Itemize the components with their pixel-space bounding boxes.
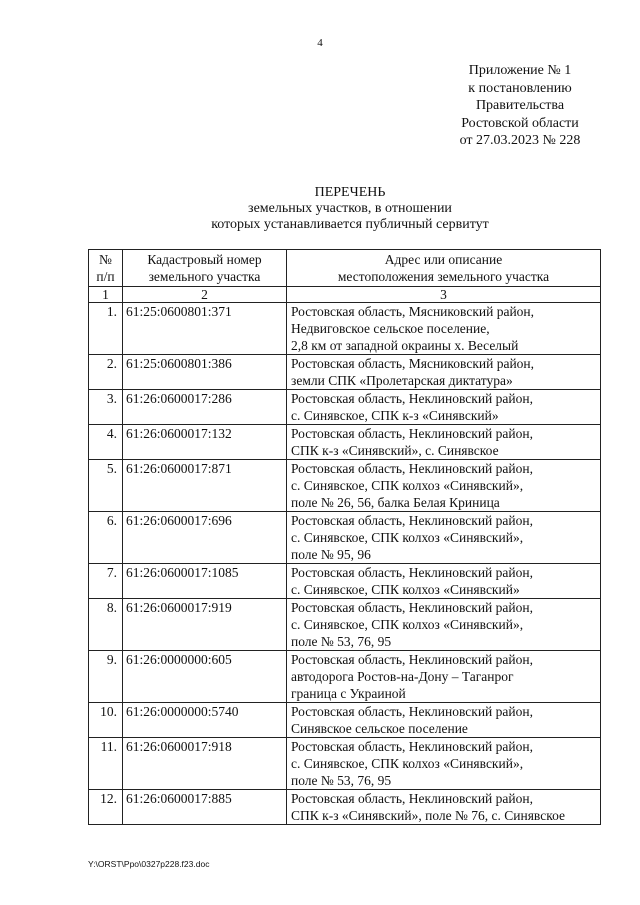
appendix-line: Приложение № 1 xyxy=(468,63,572,78)
table-row xyxy=(89,355,601,390)
column-index: 2 xyxy=(123,287,287,303)
address-line: Недвиговское сельское поселение, xyxy=(291,321,490,336)
table-row xyxy=(89,651,601,703)
title-line: земельных участков, в отношении xyxy=(248,201,452,216)
title-line: ПЕРЕЧЕНЬ xyxy=(314,185,386,200)
cadastral-number: 61:26:0000000:605 xyxy=(123,651,287,703)
address-line: Синявское сельское поселение xyxy=(291,721,468,736)
cadastral-number: 61:26:0600017:1085 xyxy=(123,564,287,599)
plot-address xyxy=(287,512,601,564)
row-number: 1. xyxy=(89,303,123,355)
plot-address xyxy=(287,460,601,512)
row-number: 4. xyxy=(89,425,123,460)
address-line: граница с Украиной xyxy=(291,686,406,701)
cadastral-number: 61:26:0600017:132 xyxy=(123,425,287,460)
row-number: 10. xyxy=(89,703,123,738)
table-row xyxy=(89,790,601,825)
address-line: земли СПК «Пролетарская диктатура» xyxy=(291,373,513,388)
cadastral-number: 61:25:0600801:371 xyxy=(123,303,287,355)
appendix-line: от 27.03.2023 № 228 xyxy=(459,133,581,148)
address-line: Ростовская область, Неклиновский район, xyxy=(291,426,533,441)
appendix-block xyxy=(420,62,620,150)
row-number: 12. xyxy=(89,790,123,825)
plot-address xyxy=(287,738,601,790)
column-index: 3 xyxy=(287,287,601,303)
table-row xyxy=(89,425,601,460)
cadastral-number: 61:26:0600017:696 xyxy=(123,512,287,564)
column-index-row xyxy=(89,287,601,303)
address-line: Ростовская область, Неклиновский район, xyxy=(291,652,533,667)
plot-address xyxy=(287,390,601,425)
row-number: 3. xyxy=(89,390,123,425)
row-number: 2. xyxy=(89,355,123,390)
address-line: поле № 95, 96 xyxy=(291,547,371,562)
cadastral-number: 61:26:0600017:286 xyxy=(123,390,287,425)
address-line: Ростовская область, Мясниковский район, xyxy=(291,356,535,371)
address-line: Ростовская область, Неклиновский район, xyxy=(291,391,533,406)
plot-address xyxy=(287,790,601,825)
page-number: 4 xyxy=(317,37,323,49)
plot-address xyxy=(287,651,601,703)
address-line: Ростовская область, Мясниковский район, xyxy=(291,304,535,319)
plot-address xyxy=(287,703,601,738)
address-line: СПК к-з «Синявский», с. Синявское xyxy=(291,443,499,458)
cadastral-number: 61:26:0600017:918 xyxy=(123,738,287,790)
table-row xyxy=(89,564,601,599)
address-line: Ростовская область, Неклиновский район, xyxy=(291,513,533,528)
table-row xyxy=(89,738,601,790)
address-line: Ростовская область, Неклиновский район, xyxy=(291,461,533,476)
address-line: Ростовская область, Неклиновский район, xyxy=(291,791,533,806)
address-line: Ростовская область, Неклиновский район, xyxy=(291,704,533,719)
column-index: 1 xyxy=(89,287,123,303)
address-line: поле № 53, 76, 95 xyxy=(291,773,392,788)
address-line: СПК к-з «Синявский», поле № 76, с. Синявское xyxy=(291,808,565,823)
header-address: Адрес или описание местоположения земельного участка xyxy=(287,250,601,287)
cadastral-number: 61:26:0600017:919 xyxy=(123,599,287,651)
cadastral-number: 61:26:0600017:871 xyxy=(123,460,287,512)
address-line: поле № 53, 76, 95 xyxy=(291,634,392,649)
row-number: 5. xyxy=(89,460,123,512)
table-row xyxy=(89,460,601,512)
plot-address xyxy=(287,599,601,651)
address-line: 2,8 км от западной окраины х. Веселый xyxy=(291,338,519,353)
address-line: Ростовская область, Неклиновский район, xyxy=(291,565,533,580)
address-line: с. Синявское, СПК колхоз «Синявский», xyxy=(291,478,524,493)
title-line: которых устанавливается публичный сервитут xyxy=(211,217,489,232)
row-number: 11. xyxy=(89,738,123,790)
address-line: автодорога Ростов-на-Дону – Таганрог xyxy=(291,669,514,684)
plot-address xyxy=(287,564,601,599)
header-number: № п/п xyxy=(89,250,123,287)
plot-address xyxy=(287,303,601,355)
address-line: с. Синявское, СПК к-з «Синявский» xyxy=(291,408,499,423)
table-row xyxy=(89,512,601,564)
cadastral-number: 61:26:0000000:5740 xyxy=(123,703,287,738)
row-number: 6. xyxy=(89,512,123,564)
row-number: 9. xyxy=(89,651,123,703)
appendix-line: к постановлению xyxy=(468,80,572,96)
address-line: Ростовская область, Неклиновский район, xyxy=(291,600,533,615)
table-row xyxy=(89,390,601,425)
table-header-row xyxy=(89,250,601,287)
row-number: 7. xyxy=(89,564,123,599)
plot-address xyxy=(287,355,601,390)
file-path-footer: Y:\ORST\Ppo\0327p228.f23.doc xyxy=(88,859,210,869)
cadastral-number: 61:26:0600017:885 xyxy=(123,790,287,825)
land-plots-table xyxy=(88,249,601,825)
table-row xyxy=(89,303,601,355)
header-cadastral: Кадастровый номер земельного участка xyxy=(123,250,287,287)
address-line: с. Синявское, СПК колхоз «Синявский», xyxy=(291,756,524,771)
cadastral-number: 61:25:0600801:386 xyxy=(123,355,287,390)
plot-address xyxy=(287,425,601,460)
address-line: Ростовская область, Неклиновский район, xyxy=(291,739,533,754)
appendix-line: Правительства xyxy=(475,98,565,113)
table-row xyxy=(89,703,601,738)
address-line: с. Синявское, СПК колхоз «Синявский», xyxy=(291,530,524,545)
appendix-line: Ростовской области xyxy=(461,115,579,131)
table-row xyxy=(89,599,601,651)
address-line: поле № 26, 56, балка Белая Криница xyxy=(291,495,500,510)
document-title xyxy=(140,185,560,233)
address-line: с. Синявское, СПК колхоз «Синявский», xyxy=(291,617,524,632)
row-number: 8. xyxy=(89,599,123,651)
address-line: с. Синявское, СПК колхоз «Синявский» xyxy=(291,582,520,597)
